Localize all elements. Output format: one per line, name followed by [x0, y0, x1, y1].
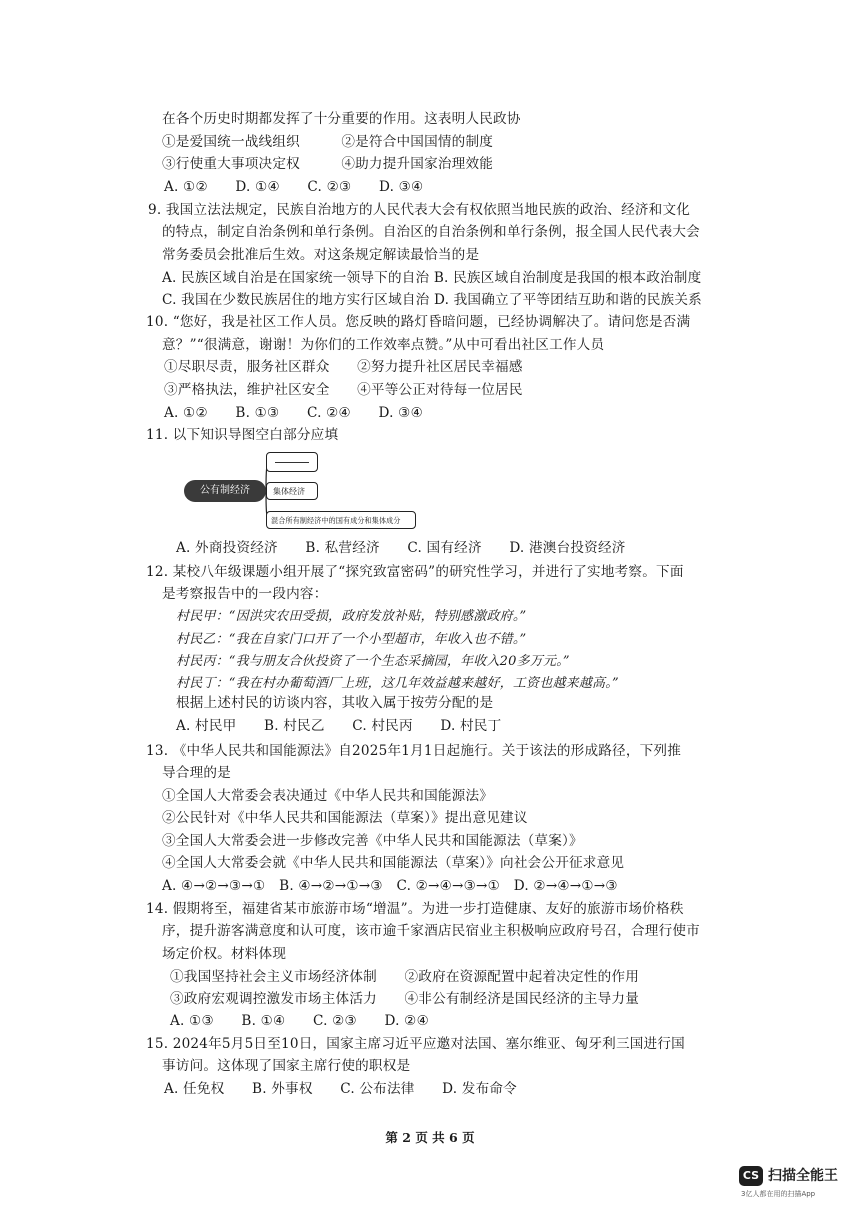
text-line-2: ③行使重大事项决定权 ④助力提升国家治理效能 — [162, 156, 494, 172]
text-line-18: 根据上述村民的访谈内容，其收入属于按劳分配的是 — [176, 695, 494, 711]
text-line-8: C. 我国在少数民族居住的地方实行区域自治 D. 我国确立了平等团结互助和谐的民族关系 — [162, 292, 702, 308]
text-line-6: 常务委员会批准后生效。对这条规定解读最恰当的是 — [162, 247, 480, 263]
mind-map-root-node: 公有制经济 — [184, 480, 266, 502]
text-line-5: 的特点，制定自治条例和单行条例。自治区的自治条例和单行条例，报全国人民代表大会 — [162, 224, 700, 240]
text-line-13: A. ①② B. ①③ C. ②④ D. ③④ — [164, 405, 423, 421]
text-line-22: ①全国人大常委会表决通过《中华人民共和国能源法》 — [162, 788, 494, 804]
quote-line-3: 村民丁：“我在村办葡萄酒厂上班，这几年效益越来越好，工资也越来越高。” — [176, 676, 619, 691]
text-line-20: 13. 《中华人民共和国能源法》自2025年1月1日起施行。关于该法的形成路径，下列推 — [146, 743, 682, 759]
knowledge-mind-map — [178, 448, 428, 534]
text-line-33: 15. 2024年5月5日至10日，国家主席习近平应邀对法国、塞尔维亚、匈牙利三国进行国 — [146, 1036, 685, 1052]
logo-tagline: 3亿人都在用的扫描App — [741, 1190, 816, 1198]
text-line-27: 14. 假期将至，福建省某市旅游市场“增温”。为进一步打造健康、友好的旅游市场价格秩 — [146, 901, 684, 917]
quote-line-0: 村民甲：“因洪灾农田受损，政府发放补贴，特别感激政府。” — [176, 609, 527, 624]
text-line-4: 9. 我国立法法规定，民族自治地方的人民代表大会有权依照当地民族的政治、经济和文化 — [148, 202, 691, 218]
text-line-9: 10. “您好，我是社区工作人员。您反映的路灯昏暗问题，已经协调解决了。请问您是否满 — [146, 314, 691, 330]
text-line-11: ①尽职尽责，服务社区群众 ②努力提升社区居民幸福感 — [164, 359, 523, 375]
text-line-19: A. 村民甲 B. 村民乙 C. 村民丙 D. 村民丁 — [176, 718, 502, 734]
text-line-35: A. 任免权 B. 外事权 C. 公布法律 D. 发布命令 — [164, 1081, 517, 1097]
text-line-28: 序，提升游客满意度和认可度，该市逾千家酒店民宿业主积极响应政府号召，合理行使市 — [162, 923, 700, 939]
text-line-30: ①我国坚持社会主义市场经济体制 ②政府在资源配置中起着决定性的作用 — [170, 969, 639, 985]
text-line-12: ③严格执法，维护社区安全 ④平等公正对待每一位居民 — [164, 382, 523, 398]
quote-line-2: 村民丙：“我与朋友合伙投资了一个生态采摘园，年收入20多万元。” — [176, 654, 570, 669]
mind-map-blank-node — [266, 452, 318, 472]
text-line-32: A. ①③ B. ①④ C. ②③ D. ②④ — [170, 1013, 429, 1029]
text-line-25: ④全国人大常委会就《中华人民共和国能源法（草案）》向社会公开征求意见 — [162, 855, 625, 871]
page-footer: 第 2 页 共 6 页 — [385, 1130, 475, 1145]
mind-map-mixed-node: 混合所有制经济中的国有成分和集体成分 — [266, 511, 416, 529]
text-line-15: A. 外商投资经济 B. 私营经济 C. 国有经济 D. 港澳台投资经济 — [176, 540, 626, 556]
text-line-34: 事访问。这体现了国家主席行使的职权是 — [162, 1058, 411, 1074]
text-line-29: 场定价权。材料体现 — [162, 946, 287, 962]
mind-map-collective-node: 集体经济 — [266, 482, 318, 500]
text-line-21: 导合理的是 — [162, 765, 231, 781]
text-line-0: 在各个历史时期都发挥了十分重要的作用。这表明人民政协 — [162, 111, 521, 127]
text-line-23: ②公民针对《中华人民共和国能源法（草案）》提出意见建议 — [162, 810, 528, 826]
text-line-24: ③全国人大常委会进一步修改完善《中华人民共和国能源法（草案）》 — [162, 833, 583, 849]
text-line-31: ③政府宏观调控激发市场主体活力 ④非公有制经济是国民经济的主导力量 — [170, 991, 639, 1007]
text-line-14: 11. 以下知识导图空白部分应填 — [146, 427, 339, 443]
quote-line-1: 村民乙：“我在自家门口开了一个小型超市，年收入也不错。” — [176, 632, 527, 647]
text-line-17: 是考察报告中的一段内容： — [162, 586, 328, 602]
text-line-10: 意？”“很满意，谢谢！为你们的工作效率点赞。”从中可看出社区工作人员 — [162, 337, 605, 353]
text-line-16: 12. 某校八年级课题小组开展了“探究致富密码”的研究性学习，并进行了实地考察。下面 — [146, 564, 684, 580]
blank-line — [275, 462, 309, 463]
camscanner-logo-icon: CS — [739, 1166, 763, 1186]
text-line-3: A. ①② D. ①④ C. ②③ D. ③④ — [164, 179, 424, 195]
text-line-26: A. ④→②→③→① B. ④→②→①→③ C. ②→④→③→① D. ②→④→①→③ — [162, 878, 618, 894]
text-line-7: A. 民族区域自治是在国家统一领导下的自治 B. 民族区域自治制度是我国的根本政治制度 — [162, 270, 702, 286]
text-line-1: ①是爱国统一战线组织 ②是符合中国国情的制度 — [162, 134, 494, 150]
logo-name: 扫描全能王 — [768, 1168, 838, 1184]
